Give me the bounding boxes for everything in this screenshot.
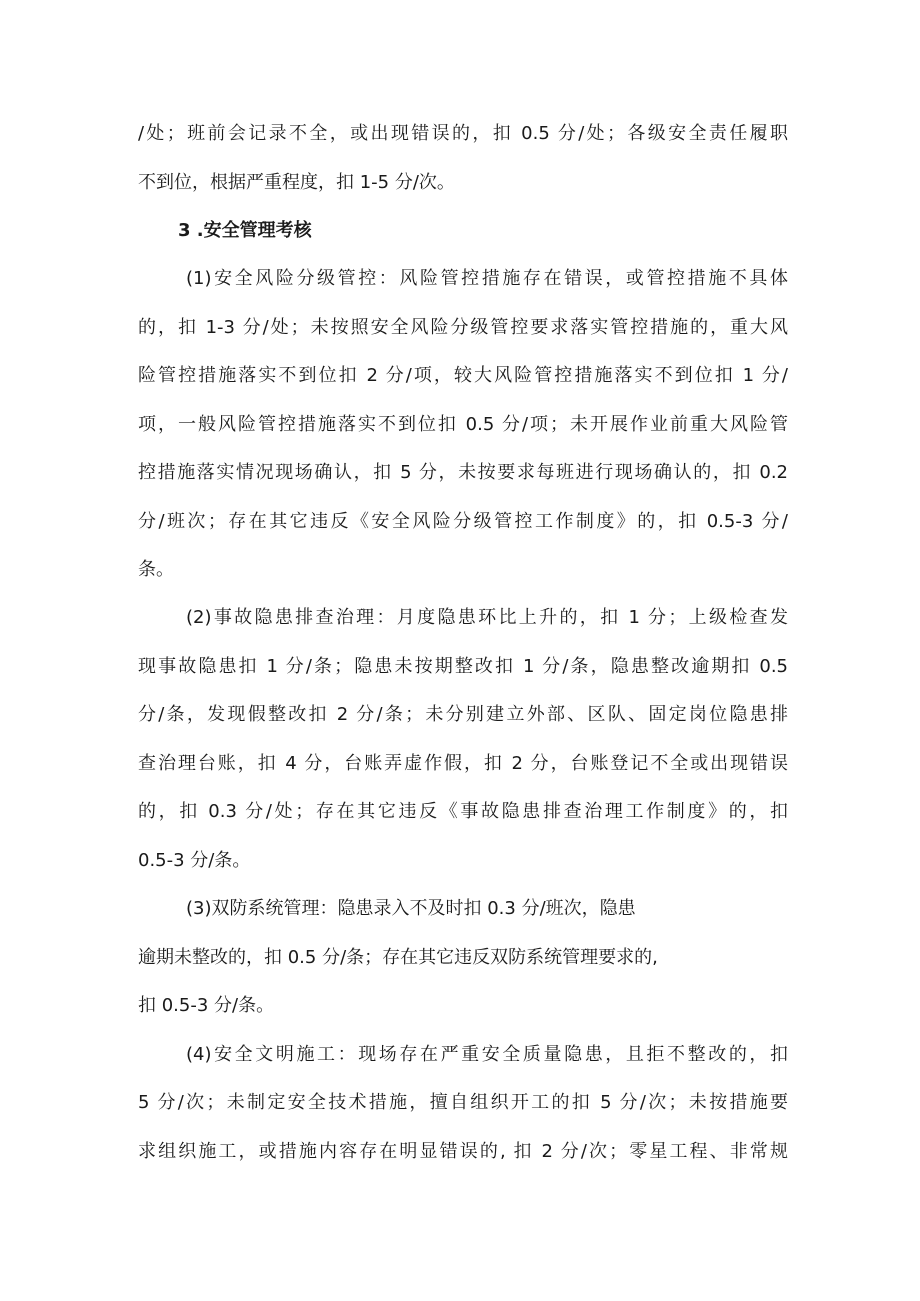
text-line: 条。: [138, 559, 174, 580]
text-line: 项，一般风险管控措施落实不到位扣 0.5 分/项；未开展作业前重大风险管: [138, 414, 788, 435]
text-line: 5 分/次；未制定安全技术措施，擅自组织开工的扣 5 分/次；未按措施要: [138, 1092, 788, 1113]
paragraph-first-line: (3)双防系统管理：隐患录入不及时扣 0.3 分/班次，隐患: [186, 898, 636, 919]
text-line: 分/条，发现假整改扣 2 分/条；未分别建立外部、区队、固定岗位隐患排: [138, 704, 788, 725]
paragraph-first-line: (4)安全文明施工：现场存在严重安全质量隐患，且拒不整改的，扣: [186, 1044, 788, 1065]
text-line: 不到位，根据严重程度，扣 1-5 分/次。: [138, 172, 455, 193]
text-line: 查治理台账，扣 4 分，台账弄虚作假，扣 2 分，台账登记不全或出现错误: [138, 753, 788, 774]
text-line: 逾期未整改的，扣 0.5 分/条；存在其它违反双防系统管理要求的,: [138, 947, 658, 968]
text-line: 0.5-3 分/条。: [138, 850, 251, 871]
text-line: 控措施落实情况现场确认，扣 5 分，未按要求每班进行现场确认的，扣 0.2: [138, 462, 788, 483]
text-line: 险管控措施落实不到位扣 2 分/项，较大风险管控措施落实不到位扣 1 分/: [138, 365, 788, 386]
text-line: /处；班前会记录不全，或出现错误的，扣 0.5 分/处；各级安全责任履职: [138, 123, 788, 144]
text-line: 的，扣 0.3 分/处；存在其它违反《事故隐患排查治理工作制度》的，扣: [138, 801, 788, 822]
text-line: 现事故隐患扣 1 分/条；隐患未按期整改扣 1 分/条，隐患整改逾期扣 0.5: [138, 656, 788, 677]
paragraph-first-line: (1)安全风险分级管控：风险管控措施存在错误，或管控措施不具体: [186, 268, 788, 289]
text-line: 的，扣 1-3 分/处；未按照安全风险分级管控要求落实管控措施的，重大风: [138, 317, 788, 338]
text-line: 扣 0.5-3 分/条。: [138, 995, 275, 1016]
text-line: 求组织施工，或措施内容存在明显错误的, 扣 2 分/次；零星工程、非常规: [138, 1141, 788, 1162]
paragraph-first-line: (2)事故隐患排查治理：月度隐患环比上升的，扣 1 分；上级检查发: [186, 607, 788, 628]
text-line: 分/班次；存在其它违反《安全风险分级管控工作制度》的，扣 0.5-3 分/: [138, 511, 788, 532]
section-heading: 3 .安全管理考核: [178, 220, 312, 241]
